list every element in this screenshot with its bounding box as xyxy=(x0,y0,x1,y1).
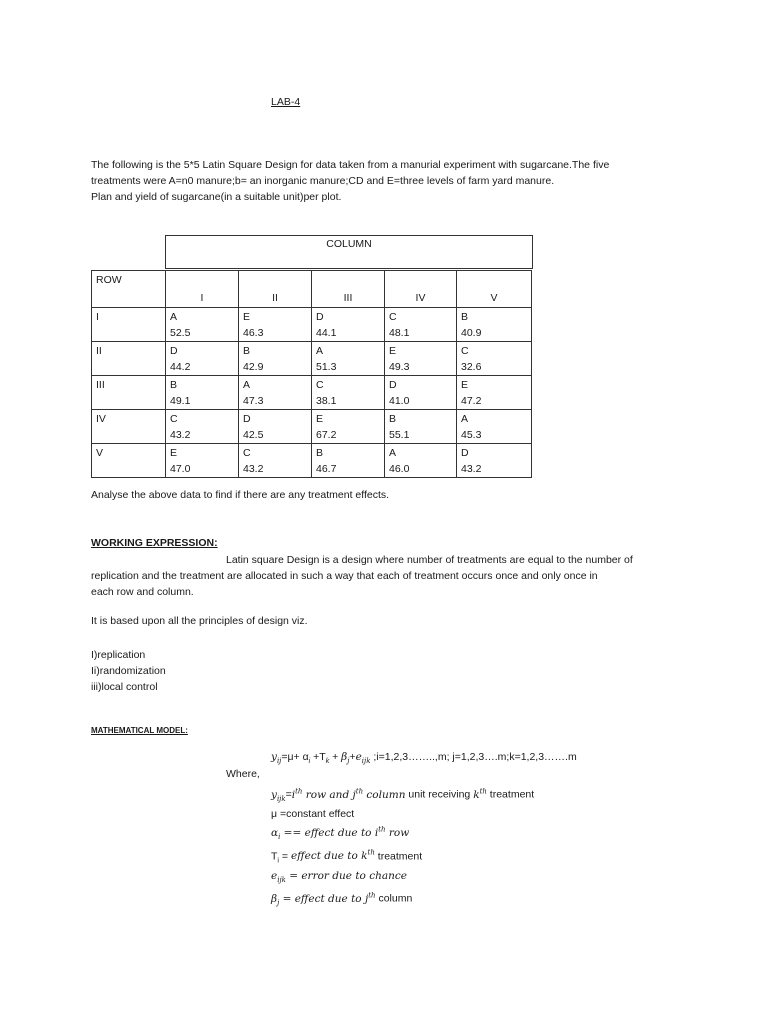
plot-cell xyxy=(239,410,312,444)
model-equation: $y_{ij}=\mu+ \alpha_i +T_k + \beta_j+e_{ijk}$ ;i=1,2,3……..,m; j=1,2,3….m;k=1,2,3…….m xyxy=(271,751,577,766)
plot-cell xyxy=(385,376,457,410)
working-line-1: Latin square Design is a design where number of treatments are equal to the number of xyxy=(226,554,633,566)
definition-tau: $T_i$ = effect due to $k^{th}$ treatment xyxy=(271,848,423,865)
principles-list xyxy=(91,647,166,695)
treatment-letter: C xyxy=(243,447,251,459)
column-header-label: COLUMN xyxy=(326,238,372,250)
table-row xyxy=(92,308,532,342)
treatment-letter: C xyxy=(461,345,469,357)
plot-cell xyxy=(457,342,532,376)
column-header-box xyxy=(165,235,533,269)
yield-value: 32.6 xyxy=(461,361,482,373)
principle-item: iii)local control xyxy=(91,681,158,693)
treatment-letter: E xyxy=(170,447,178,459)
plot-cell xyxy=(385,342,457,376)
row-label-cell: II xyxy=(92,342,166,376)
principle-item: I)replication xyxy=(91,649,146,661)
intro-line-1: The following is the 5*5 Latin Square Design for data taken from a manurial experiment with sugarcane.The five xyxy=(91,159,610,171)
yield-value: 38.1 xyxy=(316,395,337,407)
treatment-letter: D xyxy=(170,345,178,357)
definition-unit-text: unit receiving xyxy=(405,788,474,801)
yield-value: 40.9 xyxy=(461,327,482,339)
equation-formula: $y_{ij}$ xyxy=(271,751,282,766)
definition-treatment-text: treatment xyxy=(486,788,535,801)
intro-paragraph xyxy=(91,157,609,205)
yield-value: 44.1 xyxy=(316,327,337,339)
treatment-letter: C xyxy=(389,311,397,323)
plot-cell xyxy=(239,342,312,376)
latin-square-table xyxy=(91,270,532,478)
column-header-cell: III xyxy=(312,271,385,308)
yield-value: 42.5 xyxy=(243,429,264,441)
table-row xyxy=(92,444,532,478)
definition-beta: $\beta_j$ = effect due to $j^{th}$ column xyxy=(271,891,413,907)
treatment-letter: D xyxy=(389,379,397,391)
treatment-letter: C xyxy=(316,379,324,391)
definition-column-text: column xyxy=(375,892,413,905)
yield-value: 51.3 xyxy=(316,361,337,373)
mathematical-model-heading: MATHEMATICAL MODEL: xyxy=(91,726,188,735)
where-label: Where, xyxy=(226,768,260,780)
treatment-letter: A xyxy=(316,345,324,357)
treatment-letter: E xyxy=(316,413,324,425)
principle-item: Ii)randomization xyxy=(91,665,166,677)
equation-index-range: ;i=1,2,3……..,m; j=1,2,3….m;k=1,2,3…….m xyxy=(370,751,577,763)
yield-value: 42.9 xyxy=(243,361,264,373)
treatment-letter: A xyxy=(170,311,178,323)
table-row xyxy=(92,376,532,410)
column-header-cell: V xyxy=(457,271,532,308)
plot-cell xyxy=(239,444,312,478)
intro-line-3: Plan and yield of sugarcane(in a suitable unit)per plot. xyxy=(91,191,342,203)
yield-value: 46.3 xyxy=(243,327,264,339)
yield-value: 48.1 xyxy=(389,327,410,339)
yield-value: 44.2 xyxy=(170,361,191,373)
plot-cell xyxy=(312,308,385,342)
page-title: LAB-4 xyxy=(271,96,301,108)
plot-cell xyxy=(385,444,457,478)
plot-cell xyxy=(385,308,457,342)
yield-value: 67.2 xyxy=(316,429,337,441)
plot-cell xyxy=(166,410,239,444)
yield-value: 46.7 xyxy=(316,463,337,475)
plot-cell xyxy=(166,308,239,342)
row-label-cell: III xyxy=(92,376,166,410)
treatment-letter: D xyxy=(461,447,469,459)
yield-value: 41.0 xyxy=(389,395,410,407)
column-header-cell: I xyxy=(166,271,239,308)
plot-cell xyxy=(166,376,239,410)
row-label-cell: V xyxy=(92,444,166,478)
yield-value: 47.2 xyxy=(461,395,482,407)
working-expression-heading: WORKING EXPRESSION: xyxy=(91,537,218,549)
row-label-cell: IV xyxy=(92,410,166,444)
row-label-cell: I xyxy=(92,308,166,342)
principles-intro: It is based upon all the principles of design viz. xyxy=(91,615,308,627)
plot-cell xyxy=(385,410,457,444)
plot-cell xyxy=(166,444,239,478)
treatment-letter: D xyxy=(243,413,251,425)
treatment-letter: B xyxy=(243,345,251,357)
treatment-letter: E xyxy=(389,345,397,357)
working-line-2: replication and the treatment are allocated in such a way that each of treatment occurs once and only once in xyxy=(91,570,598,582)
yield-value: 52.5 xyxy=(170,327,191,339)
plot-cell xyxy=(239,308,312,342)
treatment-letter: E xyxy=(461,379,469,391)
table-row xyxy=(92,410,532,444)
treatment-letter: A xyxy=(461,413,469,425)
treatment-letter: E xyxy=(243,311,251,323)
yield-value: 43.2 xyxy=(243,463,264,475)
treatment-letter: B xyxy=(461,311,469,323)
definition-mu: μ =constant effect xyxy=(271,808,355,821)
plot-cell xyxy=(457,410,532,444)
yield-value: 43.2 xyxy=(170,429,191,441)
treatment-letter: B xyxy=(389,413,397,425)
plot-cell xyxy=(166,342,239,376)
intro-line-2: treatments were A=n0 manure;b= an inorganic manure;CD and E=three levels of farm yard manure. xyxy=(91,175,555,187)
treatment-letter: A xyxy=(389,447,397,459)
model-definitions xyxy=(271,784,534,911)
yield-value: 47.0 xyxy=(170,463,191,475)
plot-cell xyxy=(312,410,385,444)
plot-cell xyxy=(312,342,385,376)
definition-error: $e_{ijk}$ = error due to chance xyxy=(271,869,407,884)
table-header-row xyxy=(92,271,532,308)
analyse-instruction: Analyse the above data to find if there are any treatment effects. xyxy=(91,489,390,501)
yield-value: 46.0 xyxy=(389,463,410,475)
definition-y: $y_{ijk}=i^{th}$ row and $j^{th}$ column unit receiving $k^{th}$ treatment xyxy=(271,787,535,803)
plot-cell xyxy=(312,444,385,478)
plot-cell xyxy=(457,444,532,478)
plot-cell xyxy=(239,376,312,410)
yield-value: 55.1 xyxy=(389,429,410,441)
working-line-3: each row and column. xyxy=(91,586,194,598)
column-header-cell: II xyxy=(239,271,312,308)
treatment-letter: D xyxy=(316,311,324,323)
yield-value: 49.1 xyxy=(170,395,191,407)
working-expression-text xyxy=(91,552,633,600)
treatment-letter: C xyxy=(170,413,178,425)
definition-alpha: $\alpha_i$ == effect due to $i^{th}$ row xyxy=(271,825,410,842)
yield-value: 45.3 xyxy=(461,429,482,441)
treatment-letter: B xyxy=(316,447,324,459)
yield-value: 47.3 xyxy=(243,395,264,407)
column-header-cell: IV xyxy=(385,271,457,308)
yield-value: 43.2 xyxy=(461,463,482,475)
plot-cell xyxy=(457,308,532,342)
treatment-letter: B xyxy=(170,379,178,391)
row-header-cell: ROW xyxy=(92,271,166,308)
table-row xyxy=(92,342,532,376)
table-body xyxy=(92,308,532,478)
definition-tau-treatment-text: treatment xyxy=(374,850,423,863)
plot-cell xyxy=(312,376,385,410)
plot-cell xyxy=(457,376,532,410)
yield-value: 49.3 xyxy=(389,361,410,373)
treatment-letter: A xyxy=(243,379,251,391)
